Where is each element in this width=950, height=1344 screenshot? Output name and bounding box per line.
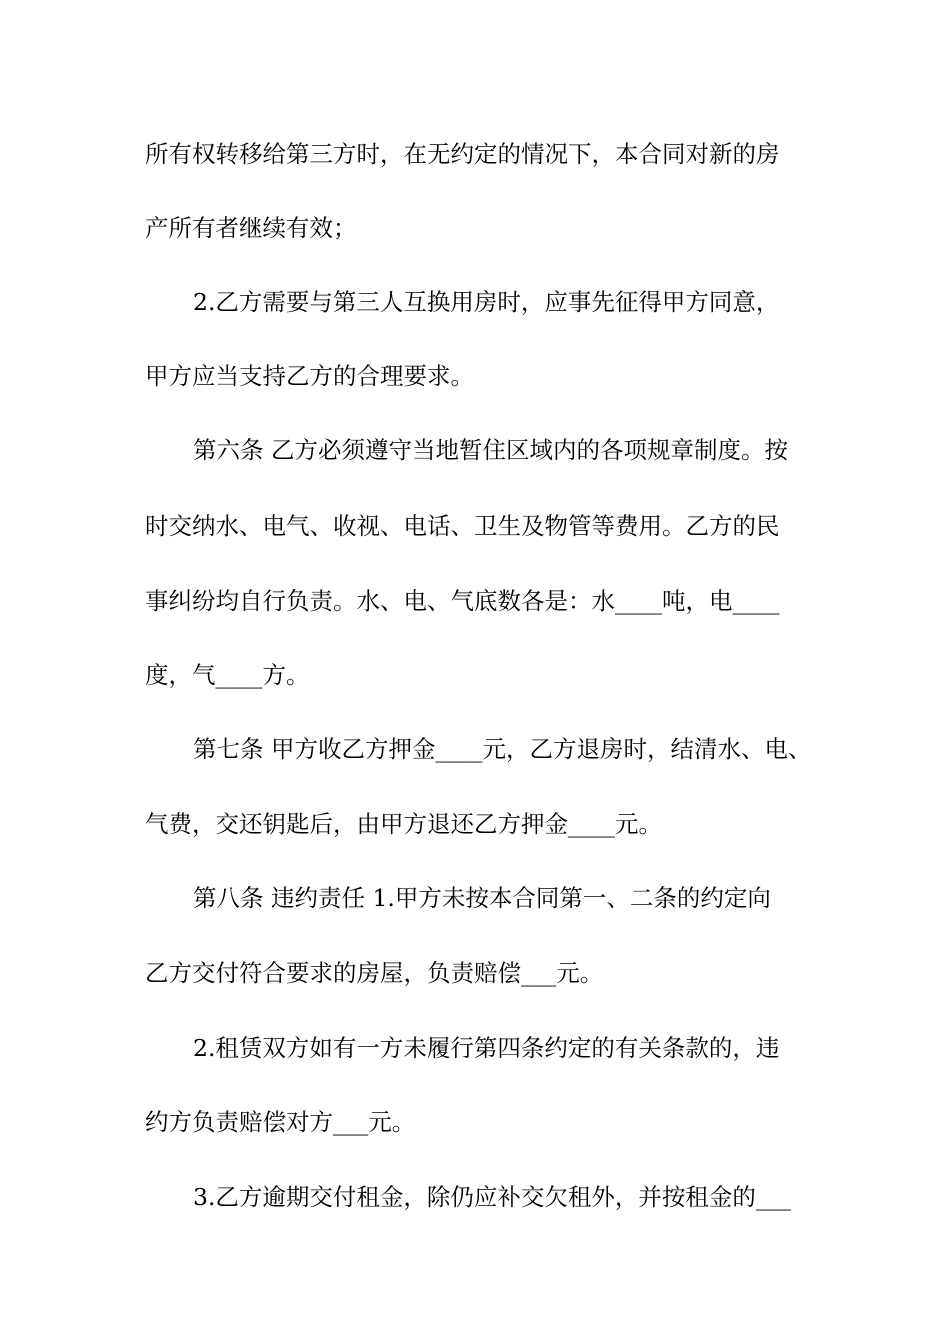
text-line: 时交纳水、电气、收视、电话、卫生及物管等费用。乙方的民 [145,512,780,540]
text-line: 第七条 甲方收乙方押金____元，乙方退房时，结清水、电、 [193,735,812,763]
text-line: 度，气____方。 [145,661,310,689]
text-line: 甲方应当支持乙方的合理要求。 [145,362,474,390]
text-line: 事纠纷均自行负责。水、电、气底数各是：水____吨，电____ [145,587,780,615]
text-line: 2.租赁双方如有一方未履行第四条约定的有关条款的，违 [193,1034,780,1062]
text-line: 2.乙方需要与第三人互换用房时，应事先征得甲方同意， [193,288,780,316]
text-line: 第八条 违约责任 1.甲方未按本合同第一、二条的约定向 [193,884,771,912]
text-line: 乙方交付符合要求的房屋，负责赔偿___元。 [145,959,604,987]
text-line: 所有权转移给第三方时，在无约定的情况下，本合同对新的房 [145,140,780,168]
text-line: 约方负责赔偿对方___元。 [145,1108,416,1136]
text-line: 第六条 乙方必须遵守当地暂住区域内的各项规章制度。按 [193,436,788,464]
text-line: 产所有者继续有效； [145,214,357,242]
text-line: 气费，交还钥匙后，由甲方退还乙方押金____元。 [145,810,662,838]
text-line: 3.乙方逾期交付租金，除仍应补交欠租外，并按租金的___ [193,1183,792,1211]
